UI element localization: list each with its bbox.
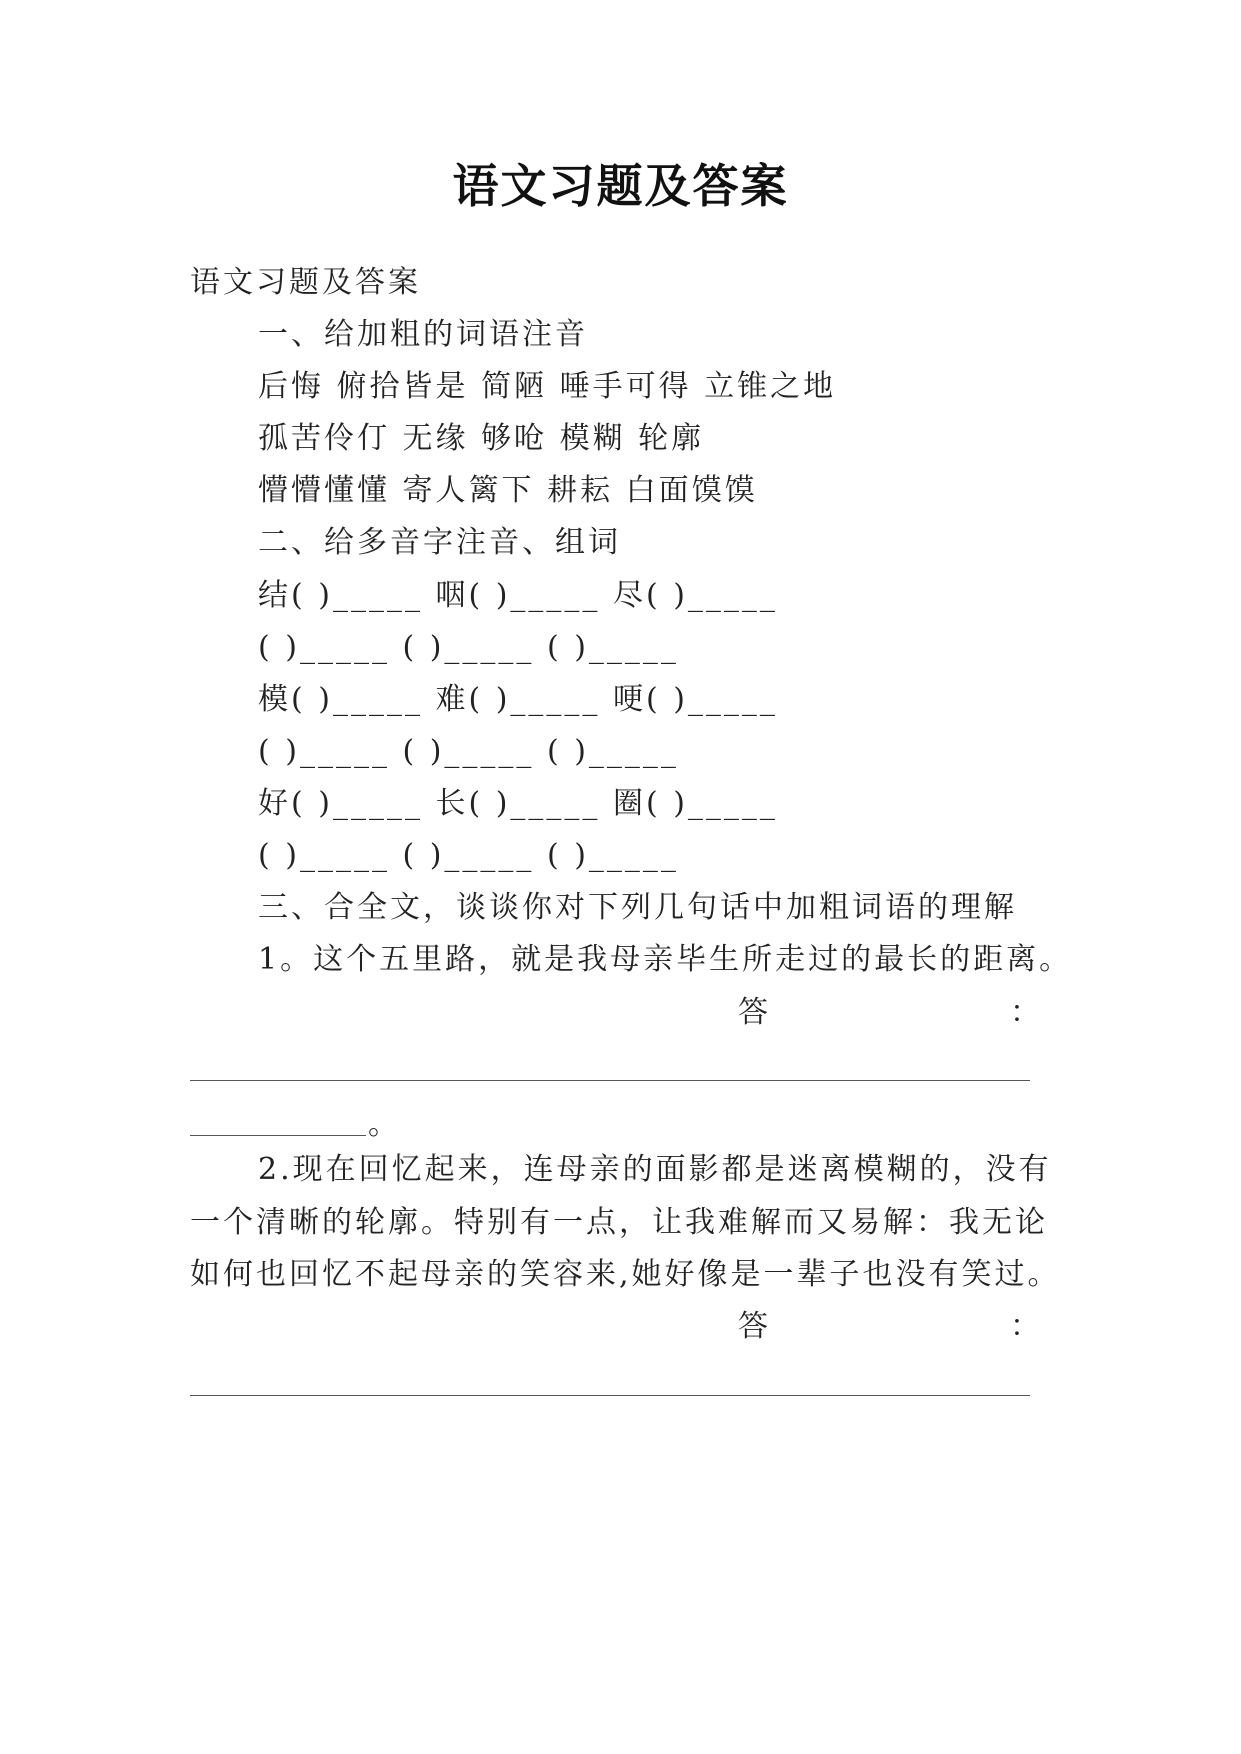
section3-heading: 三、合全文，谈谈你对下列几句话中加粗词语的理解 [258,890,1017,925]
question-1: 1。这个五里路，就是我母亲毕生所走过的最长的距离。 [258,942,1073,977]
section1-line: 懵懵懂懂 寄人篱下 耕耘 白面馍馍 [258,473,758,508]
section2-line: 好( )_____ 长( )_____ 圈( )_____ [258,786,778,821]
answer-blank-line[interactable] [190,1135,366,1136]
page-title: 语文习题及答案 [452,159,789,213]
section2-line: ( )_____ ( )_____ ( )_____ [258,734,679,769]
question-2-line: 如何也回忆不起母亲的笑容来,她好像是一辈子也没有笑过。 [190,1257,1061,1292]
question-2-line: 2.现在回忆起来，连母亲的面影都是迷离模糊的，没有 [258,1152,1052,1187]
section1-line: 孤苦伶仃 无缘 够呛 模糊 轮廓 [258,421,705,456]
answer-blank-line[interactable] [190,1395,1030,1396]
section2-heading: 二、给多音字注音、组词 [258,525,621,560]
section1-heading: 一、给加粗的词语注音 [258,317,588,352]
section2-line: ( )_____ ( )_____ ( )_____ [258,838,679,873]
document-subtitle: 语文习题及答案 [190,265,421,300]
answer-colon: ： [1010,995,1040,1030]
answer-colon: ： [1010,1309,1040,1344]
answer-label: 答 [738,995,768,1030]
section2-line: 模( )_____ 难( )_____ 哽( )_____ [258,682,778,717]
section2-line: 结( )_____ 咽( )_____ 尽( )_____ [258,578,778,613]
section2-line: ( )_____ ( )_____ ( )_____ [258,630,679,665]
question-2-line: 一个清晰的轮廓。特别有一点，让我难解而又易解：我无论 [190,1205,1048,1240]
answer-period: 。 [368,1107,398,1142]
answer-blank-line[interactable] [190,1080,1030,1081]
answer-label: 答 [738,1309,768,1344]
section1-line: 后悔 俯拾皆是 简陋 唾手可得 立锥之地 [258,369,837,404]
